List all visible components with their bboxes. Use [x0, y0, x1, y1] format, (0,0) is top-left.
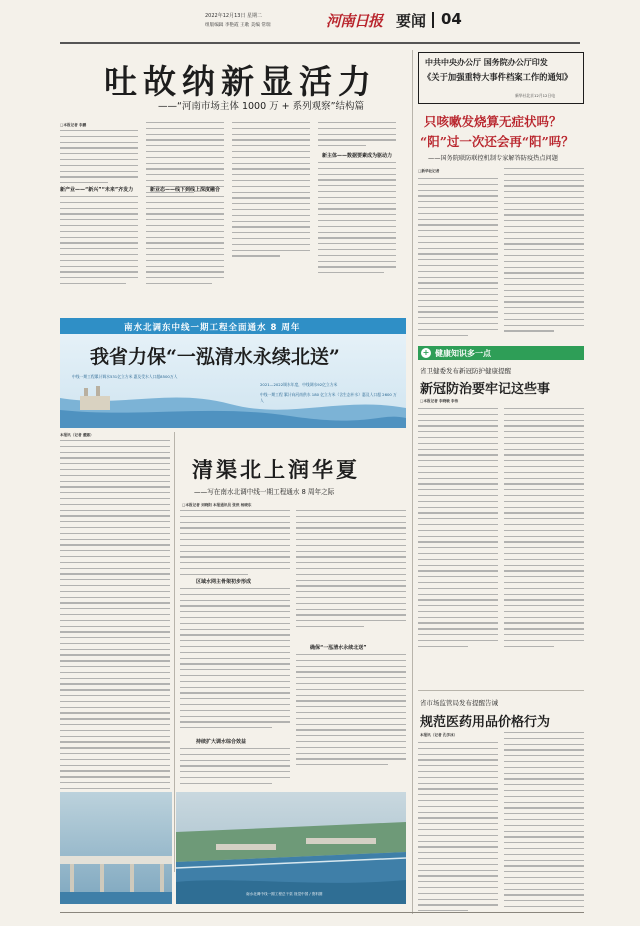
feature-col1-text [60, 440, 170, 852]
feature-subheadline: ——写在南水北调中线一期工程通水 8 周年之际 [194, 488, 335, 496]
qa-headline-1: 只咳嗽发烧算无症状吗？ [424, 114, 562, 129]
price-col1-text [418, 742, 498, 916]
health-section-bar [418, 346, 584, 360]
feature-column-rule [174, 432, 175, 872]
main-col4-text-b [318, 162, 396, 278]
health-bar-label: 健康知识多一点 [435, 349, 491, 358]
notice-box [418, 52, 584, 104]
main-col4-text [318, 122, 396, 151]
qa-subheadline: ——国务院联防联控机制专家解答防疫热点问题 [428, 155, 558, 162]
health-kicker: 省卫健委发布新冠防护健康提醒 [420, 367, 511, 375]
canal-photo-drawing [176, 792, 406, 904]
page-column-rule [412, 50, 413, 914]
qa-source: □新华社记者 [418, 169, 440, 173]
main-subhead-3: 新主体——数据要素成为驱动力 [322, 153, 393, 159]
newspaper-logo: 河南日报 [326, 12, 383, 30]
health-col1-text [418, 408, 498, 651]
infographic-legend-2: 2021—2022调水年度，中线调水92亿立方米 [260, 382, 338, 387]
photo-caption: 南水北调中线一期工程总干渠 视觉中国 / 资料图 [246, 892, 323, 896]
header-rule [60, 42, 580, 44]
feature-col2-text-c [180, 748, 290, 789]
feature-headline: 清渠北上润华夏 [192, 457, 360, 482]
main-subhead-2: 新业态——线下到线上深度融合 [150, 187, 221, 193]
health-byline: □本报记者 李晓敏 李伟 [420, 399, 459, 403]
qa-col2-text [504, 168, 584, 336]
main-subheadline: ——“河南市场主体 1000 万 + 系列观察”结构篇 [158, 101, 365, 112]
notice-source: 新华社北京12月12日电 [515, 93, 556, 98]
price-byline: 本报讯（记者 孔学冰） [420, 733, 458, 737]
feature-subhead-2: 确保“一泓清水永续北送” [310, 645, 367, 651]
feature-subhead-1: 区域水网主骨架初步形成 [196, 579, 252, 585]
feature-byline: 本报讯（记者 董娜） [60, 433, 94, 437]
price-kicker: 省市场监管局发布提醒告诫 [420, 699, 498, 707]
infographic-legend-3: 中线一期工程 累计向河南供水 180 亿立方米（含生态补水）惠及人口超 2600 万人 [260, 392, 397, 403]
aqueduct-drawing [60, 792, 172, 904]
infographic-headline: 我省力保“一泓清水永续北送” [90, 346, 340, 368]
price-col2-text [504, 732, 584, 918]
health-title: 新冠防治要牢记这些事 [420, 382, 551, 397]
main-headline: 吐故纳新显活力 [104, 62, 377, 101]
footer-rule [60, 912, 584, 913]
canal-illustration [60, 378, 406, 428]
price-title: 规范医药用品价格行为 [420, 715, 551, 730]
main-byline: □本报记者 李鹏 [60, 123, 87, 127]
qa-headline-2: “阳”过一次还会再“阳”吗？ [420, 134, 574, 149]
header-editors: 组版编辑 李艳霞 王歌 美编 常瑞 [205, 23, 271, 28]
feature-photo-thumb [60, 792, 172, 904]
feature-col2-text-b [180, 588, 290, 733]
infographic-title: 南水北调东中线一期工程全面通水 8 周年 [124, 323, 301, 333]
page-number: 04 [441, 10, 462, 28]
feature-col3-text-b [296, 654, 406, 770]
page-header [0, 0, 640, 46]
header-divider [432, 12, 434, 28]
notice-kicker: 中共中央办公厅 国务院办公厅印发 [425, 58, 548, 67]
health-plus-icon: + [422, 348, 430, 357]
feature-subhead-3: 持续扩大调水综合效益 [196, 739, 247, 745]
main-col2-text-b [146, 196, 224, 289]
feature-byline-2: □本报记者 刘晓阳 本报通讯员 张侠 杨晓东 [182, 503, 252, 507]
water-infographic [60, 318, 406, 428]
feature-col3-text [296, 510, 406, 632]
section-name: 要闻 [396, 12, 427, 30]
canal-photo [176, 792, 406, 904]
notice-title: 《关于加强重特大事件档案工作的通知》 [423, 72, 573, 82]
main-col1-text-b [60, 196, 138, 289]
main-col1-text [60, 130, 138, 188]
qa-col1-text [418, 178, 498, 340]
infographic-legend-1: 中线一期工程累计调水531亿立方米 惠及受水人口超8500万人 [72, 374, 178, 379]
main-col3-text [232, 122, 310, 261]
feature-col2-text [180, 510, 290, 580]
health-col2-text [504, 408, 584, 651]
header-date: 2022年12月13日 星期二 [205, 13, 263, 19]
price-divider [418, 690, 584, 691]
main-subhead-1: 新产业——“新兴”“未来”齐发力 [60, 187, 134, 193]
